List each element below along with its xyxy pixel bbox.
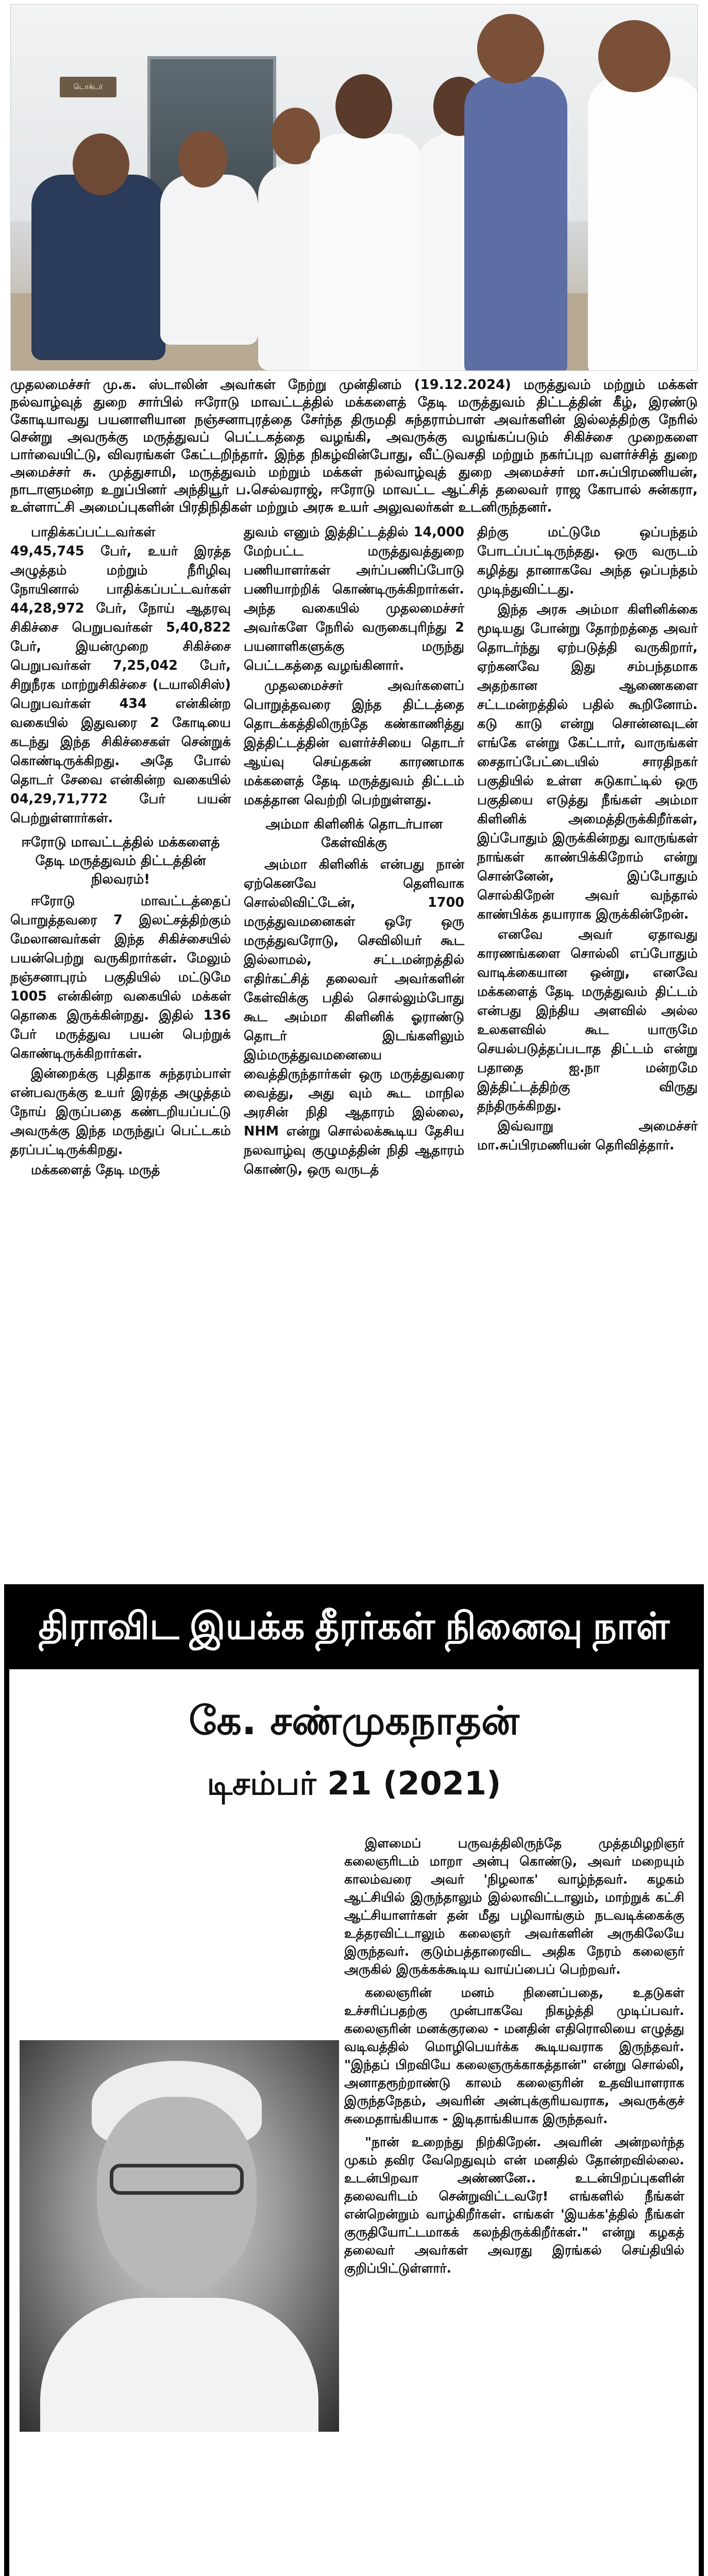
- memorial-panel: [9, 1669, 699, 2576]
- photo-door-sign: டொக்டர்: [60, 77, 116, 97]
- article-body: [10, 523, 698, 1577]
- photo-person-seated-woman: [31, 175, 165, 360]
- article-paragraph: இந்த அரசு அம்மா கிளினிக்கை மூடியது போன்று தோற்றத்தை அவர் தொடர்ந்து ஏற்படுத்தி வருகிறார், ஏற்கனவே இது சம்பந்தமாக அதற்கான ஆணைகளை சட்டமன்றத்தில் பதில் கூறினோம். கடு காடு என்று சொன்னவுடன் எங்கே என்று கேட்டார், வாருங்கள் சைதாப்பேட்டையில் சாரதிநகர் பகுதியில் உள்ள சுடுகாட்டில் ஒரு பகுதியை எடுத்து நீங்கள் அம்மா கிளினிக் அமைத்திருக்கிறீர்கள், இப்போதும் இருக்கின்றது வாருங்கள் நாங்கள் காண்பிக்கிறோம் என்று சொன்னேன், இப்போதும் சொல்கிறேன் அவர் வந்தால் காண்பிக்க தயாராக இருக்கின்றேன்.: [477, 602, 698, 922]
- portrait-glasses: [110, 2164, 244, 2195]
- photo-person-health-minister: [588, 77, 698, 371]
- memorial-advertisement: [4, 1584, 704, 2576]
- photo-person-chief-minister: [310, 133, 423, 371]
- photo-head: [73, 133, 129, 195]
- article-column-2: [244, 523, 464, 1180]
- memorial-person-name: கே. சண்முகநாதன்: [189, 1698, 519, 1743]
- article-paragraph: முதலமைச்சர் அவர்களைப் பொறுத்தவரை இந்த திட்டத்தை தொடக்கத்திலிருந்தே கண்காணித்து இத்திட்டத்தின் வளர்ச்சியை தொடர் ஆய்வு செய்தகன் காரணமாக மக்களைத் தேடி மருத்துவம் திட்டம் மகத்தான வெற்றி பெற்றுள்ளது.: [244, 678, 464, 808]
- photo-person-doctor: [160, 175, 258, 345]
- memorial-quote: "நான் உறைந்து நிற்கிறேன். அவரின் அன்றலர்ந்த முகம் தவிர வேறெதுவும் என் மனதில் தோன்றவில்லை. உடன்பிறவா அண்ணனே.. உடன்பிறப்புகளின் தலைவரிடம் சென்றுவிட்டவரே! எங்களில் நீங்கள் என்றென்றும் வாழ்கிறீர்கள். எங்கள் 'இயக்க'த்தில் நீங்கள் குருதியோட்டமாகக் கலந்திருக்கிறீர்கள்." என்று கழகத் தலைவர் அவர்கள் அவரது இரங்கல் செய்தியில் குறிப்பிட்டுள்ளார்.: [344, 2134, 684, 2276]
- photo-head: [477, 14, 544, 83]
- photo-caption: முதலமைச்சர் மு.க. ஸ்டாலின் அவர்கள் நேற்று முன்தினம் (19.12.2024) மருத்துவம் மற்றும் மக்கள் நல்வாழ்வுத் துறை சார்பில் ஈரோடு மாவட்டத்தில் மக்களைத் தேடி மருத்துவம் திட்டத்தின் கீழ், இரண்டு கோடியாவது பயனாளியான நஞ்சனாபுரத்தை சேர்ந்த திருமதி சுந்தராம்பாள் அவர்களின் இல்லத்திற்கு நேரில் சென்று அவருக்கு மருத்துவப் பெட்டகத்தை வழங்கி, அவருக்கு வழங்கப்படும் சிகிச்சை முறைகளை பார்வையிட்டு, விவரங்கள் கேட்டறிந்தார். இந்த நிகழ்வின்போது, வீட்டுவசதி மற்றும் நகர்ப்புற வளர்ச்சித் துறை அமைச்சர் சு. முத்துசாமி, மருத்துவம் மற்றும் மக்கள் நல்வாழ்வுத் துறை அமைச்சர் மா.சுப்பிரமணியன், நாடாளுமன்ற உறுப்பினர் அந்தியூர் ப.செல்வராஜ், ஈரோடு மாவட்ட ஆட்சித் தலைவர் ராஜ கோபால் சுன்கரா, உள்ளாட்சி அமைப்புகளின் பிரதிநிதிகள் மற்றும் அரசு உயர் அலுவலர்கள் உடனிருந்தனர்.: [10, 377, 698, 515]
- photo-head: [178, 131, 227, 188]
- article-paragraph: பாதிக்கப்பட்டவர்கள் 49,45,745 பேர், உயர் இரத்த அழுத்தம் மற்றும் நீரிழிவு நோயினால் பாதிக்கப்பட்டவர்கள் 44,28,972 பேர், நோய் ஆதரவு சிகிச்சை பெறுபவர்கள் 5,40,822 பேர், இயன்முறை சிகிச்சை பெறுபவர்கள் 7,25,042 பேர், சிறுநீரக மாற்றுசிகிச்சை (டயாலிசிஸ்) பெறுபவர்கள் 434 என்கின்ற வகையில் இதுவரை 2 கோடியை கடந்து இந்த சிகிச்சைகள் சென்றுக் கொண்டிருக்கிறது. அதே போல் தொடர் சேவை என்கின்ற வகையில் 04,29,71,772 பேர் பயன் பெற்றுள்ளார்கள்.: [10, 524, 231, 826]
- article-column-1: [10, 523, 231, 1181]
- article-column-3: [477, 523, 698, 1156]
- memorial-paragraph: இளமைப் பருவத்திலிருந்தே முத்தமிழறிஞர் கலைஞரிடம் மாறா அன்பு கொண்டு, அவர் மறையும் காலம்வரை அவர் 'நிழலாக' வாழ்ந்தவர். கழகம் ஆட்சியில் இருந்தாலும் இல்லாவிட்டாலும், மாற்றுக் கட்சி ஆட்சியாளர்கள் தன் மீது பழிவாங்கும் நடவடிக்கைக்கு உத்தரவிட்டாலும் கலைஞர் அவர்களின் அருகிலேயே இருந்தவர். குடும்பத்தாரைவிட அதிக நேரம் கலைஞர் அருகில் இருக்கக்கூடிய வாய்ப்பைப் பெற்றவர்.: [344, 1836, 684, 1977]
- memorial-header: திராவிட இயக்க தீரர்கள் நினைவு நாள்: [4, 1584, 704, 1669]
- article-paragraph: இன்றைக்கு புதிதாக சுந்தரம்பாள் என்பவருக்கு உயர் இரத்த அழுத்தம் நோய் இருப்பதை கண்டறியப்பட்டு அவருக்கு இந்த மருந்துப் பெட்டகம் தரப்பட்டிருக்கிறது.: [10, 1066, 231, 1158]
- article-paragraph: திற்கு மட்டுமே ஒப்பந்தம் போடப்பட்டிருந்தது. ஒரு வருடம் கழித்து தானாகவே அந்த ஒப்பந்தம் முடிந்துவிட்டது.: [477, 524, 698, 597]
- photo-head: [335, 74, 392, 139]
- news-photo: [10, 4, 698, 371]
- article-paragraph: அம்மா கிளினிக் என்பது நான் ஏற்கெனவே தெளிவாக சொல்லிவிட்டேன், 1700 மருத்துவமனைகள் ஒரே ஒரு மருத்துவரோடு, செவிலியர் கூட இல்லாமல், சட்டமன்றத்தில் எதிர்கட்சித் தலைவர் அவர்களின் கேள்விக்கு பதில் சொல்லும்போது கூட அம்மா கிளினிக் ஓராண்டு தொடர் இடங்களிலும் இம்மருத்துவமனையை வைத்திருந்தார்கள் ஒரு மருத்துவரை வைத்து, அது வும் கூட மாநில அரசின் நிதி ஆதாரம் இல்லை, NHM என்று சொல்லக்கூடிய தேசிய நலவாழ்வு குழுமத்தின் நிதி ஆதாரம் கொண்டு, ஒரு வருடத்: [244, 857, 464, 1177]
- article-subheading: அம்மா கிளினிக் தொடர்பான கேள்விக்கு: [265, 817, 443, 851]
- memorial-paragraph: கலைஞரின் மனம் நினைப்பதை, உதடுகள் உச்சரிப்பதற்கு முன்பாகவே நிகழ்த்தி முடிப்பவர். கலைஞரின் மனக்குரலை - மனதின் எதிரொலியை எழுத்து வடிவத்தில் மொழிபெயர்க்க கூடியவராக இருந்தவர். "இந்தப் பிறவியே கலைஞருக்காகத்தான்" என்று சொல்லி, அனாதரூற்றாண்டு காலம் கலைஞரின் உதவியாளராக இருந்தநேதம், அவரின் அன்புக்குரியவராக, அவருக்குச் சுமைதாங்கியாக - இடிதாங்கியாக இருந்தவர்.: [344, 1985, 684, 2126]
- memorial-date: டிசம்பர் 21 (2021): [207, 1765, 501, 1802]
- memorial-text: [344, 1834, 684, 2282]
- article-paragraph: இவ்வாறு அமைச்சர் மா.சுப்பிரமணியன் தெரிவித்தார்.: [477, 1118, 698, 1153]
- article-paragraph: ஈரோடு மாவட்டத்தைப் பொறுத்தவரை 7 இலட்சத்திற்கும் மேலானவர்கள் இந்த சிகிச்சையில் பயன்பெற்று வருகிறார்கள். மேலும் நஞ்சனாபுரம் பகுதியில் மட்டுமே 1005 என்கின்ற வகையில் மக்கள் தொகை இருக்கின்றது. இதில் 136 பேர் மருத்துவ பயன் பெற்றுக் கொண்டிருக்கிறார்கள்.: [10, 893, 231, 1061]
- portrait-shirt: [40, 2298, 318, 2432]
- portrait-face: [97, 2097, 257, 2293]
- article-subheading: ஈரோடு மாவட்டத்தில் மக்களைத் தேடி மருத்துவம் திட்டத்தின் நிலவரம்!: [21, 835, 220, 887]
- photo-person-collector: [464, 77, 567, 371]
- article-paragraph: மக்களைத் தேடி மருத்: [31, 1162, 160, 1178]
- memorial-portrait: [20, 2040, 339, 2432]
- article-paragraph: எனவே அவர் ஏதாவது காரணங்களை சொல்லி எப்போதும் வாடிக்கையான ஒன்று, எனவே மக்களைத் தேடி மருத்துவம் திட்டம் என்பது இந்திய அளவில் அல்ல உலகளவில் கூட யாருமே செயல்படுத்தப்படாத திட்டம் என்று பதாதை ஐ.நா மன்றமே இத்திட்டத்திற்கு விருது தந்திருக்கிறது.: [477, 927, 698, 1114]
- article-paragraph: துவம் எனும் இத்திட்டத்தில் 14,000 மேற்பட்ட மருத்துவத்துறை பணியாளர்கள் அர்ப்பணிப்போடு பணியாற்றிக் கொண்டிருக்கிறார்கள். அந்த வகையில் முதலமைச்சர் அவர்களே நேரில் வருகைபுரிந்து 2 பயனாளிகளுக்கு மருந்து பெட்டகத்தை வழங்கினார்.: [244, 524, 464, 673]
- photo-head: [598, 20, 670, 92]
